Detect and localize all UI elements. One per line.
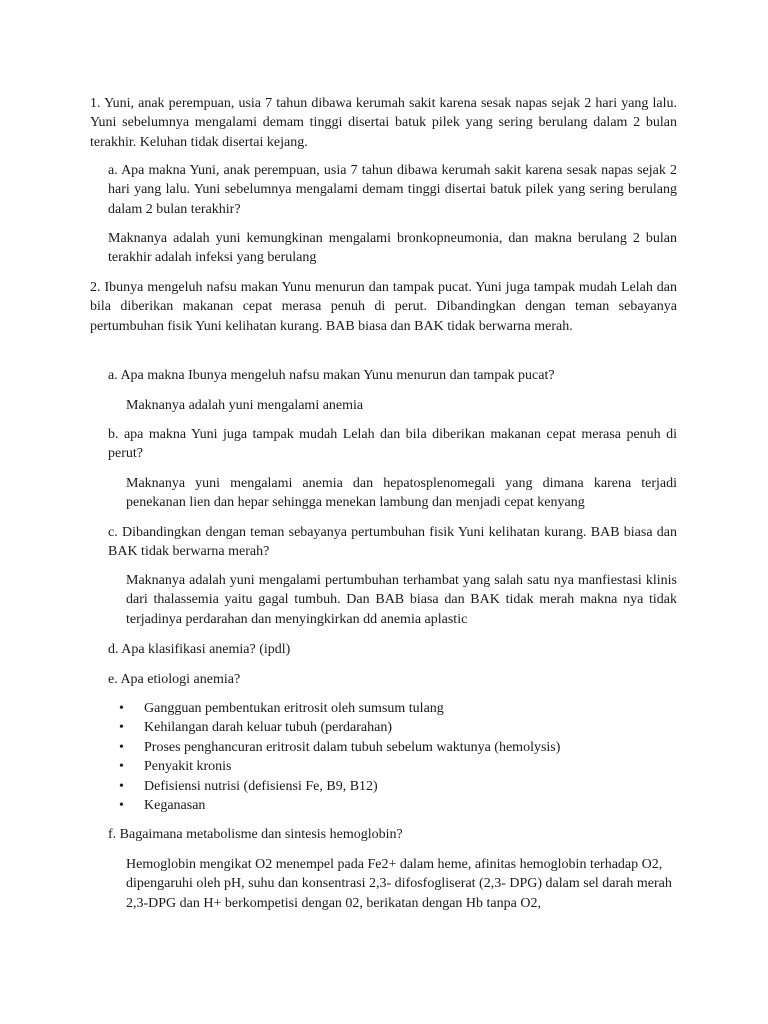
list-item: [108, 777, 677, 796]
answer-2c: Maknanya adalah yuni mengalami pertumbuhan terhambat yang salah satu nya manfiestasi klinis dari thalassemia yaitu gagal tumbuh. Dan BAB biasa dan BAK tidak merah makna nya tidak terjadinya perdarahan dan menyingkirkan dd anemia aplastic: [126, 573, 677, 627]
answer-2b: Maknanya yuni mengalami anemia dan hepatosplenomegali yang dimana karena terjadi penekanan lien dan hepar sehingga menekan lambung dan menjadi cepat kenyang: [126, 476, 677, 511]
bullet-icon: •: [119, 720, 124, 736]
list-item: [108, 718, 677, 737]
question-2e: e. Apa etiologi anemia?: [108, 672, 241, 687]
list-item-text: Penyakit kronis: [144, 759, 232, 775]
question-2d: d. Apa klasifikasi anemia? (ipdl): [108, 642, 291, 657]
question-1: 1. Yuni, anak perempuan, usia 7 tahun dibawa kerumah sakit karena sesak napas sejak 2 hari yang lalu. Yuni sebelumnya mengalami demam tinggi disertai batuk pilek yang sering berulang dalam 2 bulan terakhir. Keluhan tidak disertai kejang.: [90, 96, 677, 150]
answer-2f: Hemoglobin mengikat O2 menempel pada Fe2+ dalam heme, afinitas hemoglobin terhadap O2, dipengaruhi oleh pH, suhu dan konsentrasi 2,3- difosfogliserat (2,3- DPG) dalam sel darah merah 2,3-DPG dan H+ berkompetisi dengan 02, berikatan dengan Hb tanpa O2,: [126, 857, 672, 911]
list-item: [108, 796, 677, 815]
question-2f: f. Bagaimana metabolisme dan sintesis hemoglobin?: [108, 827, 403, 842]
bullet-icon: •: [119, 739, 124, 755]
question-2a: a. Apa makna Ibunya mengeluh nafsu makan Yunu menurun dan tampak pucat?: [108, 368, 555, 383]
list-item-text: Kehilangan darah keluar tubuh (perdarahan): [144, 720, 392, 736]
question-2c: c. Dibandingkan dengan teman sebayanya pertumbuhan fisik Yuni kelihatan kurang. BAB biasa dan BAK tidak berwarna merah?: [108, 525, 677, 560]
answer-2a: Maknanya adalah yuni mengalami anemia: [126, 398, 364, 413]
question-2b: b. apa makna Yuni juga tampak mudah Lelah dan bila diberikan makanan cepat merasa penuh di perut?: [108, 427, 677, 462]
bullet-icon: •: [119, 797, 124, 813]
list-item: [108, 738, 677, 757]
answer-1a: Maknanya adalah yuni kemungkinan mengalami bronkopneumonia, dan makna berulang 2 bulan terakhir adalah infeksi yang berulang: [108, 231, 677, 266]
etiologi-list: [108, 699, 677, 815]
list-item-text: Proses penghancuran eritrosit dalam tubuh sebelum waktunya (hemolysis): [144, 739, 561, 755]
question-1a: a. Apa makna Yuni, anak perempuan, usia 7 tahun dibawa kerumah sakit karena sesak napas sejak 2 hari yang lalu. Yuni sebelumnya mengalami demam tinggi disertai batuk pilek yang sering berulang dalam 2 bulan terakhir?: [108, 163, 677, 217]
list-item: [108, 699, 677, 718]
bullet-icon: •: [119, 701, 124, 716]
list-item-text: Keganasan: [144, 797, 206, 813]
list-item-text: Defisiensi nutrisi (defisiensi Fe, B9, B12): [144, 778, 378, 794]
list-item: [108, 757, 677, 776]
question-2: 2. Ibunya mengeluh nafsu makan Yunu menurun dan tampak pucat. Yuni juga tampak mudah Lelah dan bila diberikan makanan cepat merasa penuh di perut. Dibandingkan dengan teman sebayanya pertumbuhan fisik Yuni kelihatan kurang. BAB biasa dan BAK tidak berwarna merah.: [90, 280, 677, 334]
bullet-icon: •: [119, 778, 124, 794]
list-item-text: Gangguan pembentukan eritrosit oleh sumsum tulang: [144, 701, 444, 716]
bullet-icon: •: [119, 759, 124, 775]
